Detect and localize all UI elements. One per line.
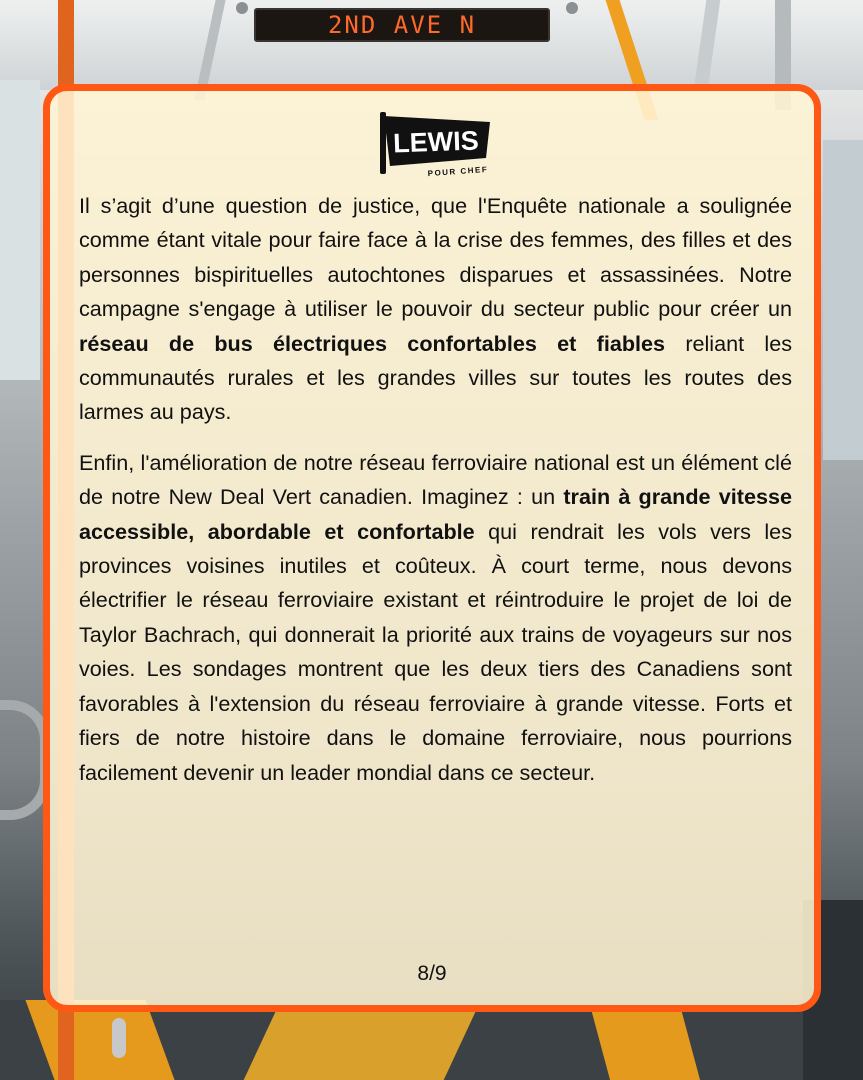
bus-window (823, 140, 863, 460)
paragraph-text: qui rendrait les vols vers les provinces voisines inutiles et coûteux. À court terme, nous devons électrifier le réseau ferroviaire existant et réintroduire le projet de loi de Taylor Bachrach, qui donnerait la priorité aux trains de voyageurs sur nos voies. Les sondages montrent que les deux tiers des Canadiens sont favorables à l'extension du réseau ferroviaire à grande vitesse. Forts et fiers de notre histoire dans le domaine ferroviaire, nous pourrions facilement devenir un leader mondial dans ce secteur. (79, 518, 792, 785)
body-text (79, 189, 792, 806)
floor-stripe (244, 1010, 477, 1080)
paragraph-text: Il s’agit d’une question de justice, que l'Enquête nationale a soulignée comme étant vitale pour faire face à la crise des femmes, des filles et des personnes bispirituelles autochtones disparues et assassinées. Notre campagne s'engage à utiliser le pouvoir du secteur public pour créer un (79, 193, 792, 322)
paragraph-text: Enfin, l'amélioration de notre réseau ferroviaire national est un élément clé de notre New Deal Vert canadien. Imaginez : un (79, 449, 792, 510)
content-card (43, 84, 821, 1012)
logo-subtitle: POUR CHEF (427, 164, 489, 178)
ceiling-bolt (566, 2, 578, 14)
lewis-logo (378, 108, 498, 178)
ceiling-bolt (236, 2, 248, 14)
page-indicator: 8/9 (417, 962, 447, 985)
floor-peg (112, 1018, 126, 1058)
destination-sign: 2ND AVE N (254, 8, 550, 42)
bus-window (0, 80, 40, 380)
logo-wordmark: LEWIS (392, 125, 480, 159)
paragraph-high-speed-rail (79, 446, 792, 790)
paragraph-highlight: réseau de bus électriques confortables et fiables (79, 330, 666, 356)
paragraph-text: reliant les communautés rurales et les grandes villes sur toutes les routes des larmes au pays. (79, 330, 792, 425)
paragraph-highlight: train à grande vitesse accessible, abordable et confortable (79, 484, 792, 544)
paragraph-bus-network (79, 189, 792, 430)
